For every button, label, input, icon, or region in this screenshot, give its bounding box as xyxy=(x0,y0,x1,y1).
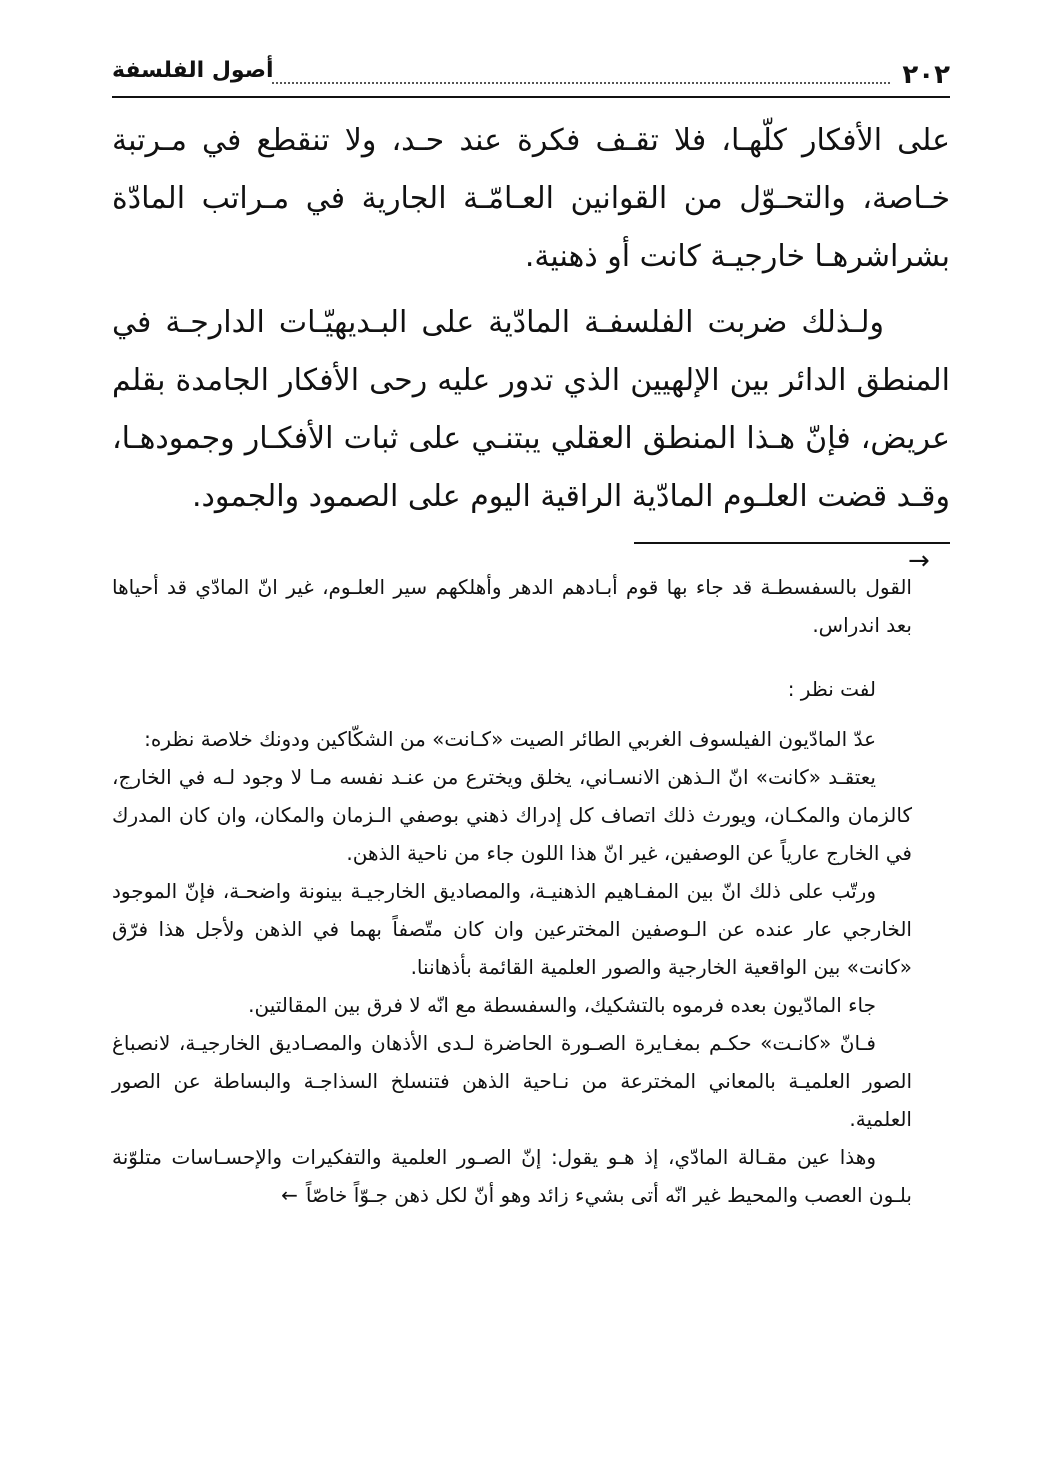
main-paragraph-1: على الأفكار كلّهـا، فلا تقـف فكرة عند حـد، ولا تنقطع في مـرتبة خـاصة، والتحـوّل من القوانين العـامّـة الجارية في مـراتب المادّة بشراشرهـا خارجيـة كانت أو ذهنية. xyxy=(112,123,950,274)
footnote-paragraph-5: فـانّ «كانـت» حكـم بمغـايرة الصـورة الحاضرة لـدى الأذهان والمصـاديق الخارجيـة، لانصباغ الصور العلميـة بالمعاني المخترعة من نـاحية الذهن فتنسلخ السذاجـة والبساطة عن الصور العلمية. xyxy=(112,1031,912,1131)
book-title: أصول الفلسفة xyxy=(112,58,274,83)
footnote-separator xyxy=(634,542,950,544)
running-header xyxy=(112,56,950,92)
footnote-continued-text: القول بالسفسطـة قد جاء بها قوم أبـادهم الدهر وأهلكهم سير العلـوم، غير انّ المادّي قد أحياها بعد اندراس. xyxy=(112,575,912,637)
main-paragraph-2: ولـذلك ضربت الفلسفـة المادّية على البـديهيّـات الدارجـة في المنطق الدائر بين الإلهيين الذي تدور عليه رحى الأفكار الجامدة بقلم عريض، فإنّ هـذا المنطق العقلي يبتنـي على ثبات الأفكـار وجمودهـا، وقـد قضت العلـوم المادّية الراقية اليوم على الصمود والجمود. xyxy=(112,305,950,514)
header-dot-leader xyxy=(272,82,890,84)
footnote-paragraph-3: ورتّب على ذلك انّ بين المفـاهيم الذهنيـة، والمصاديق الخارجيـة بينونة واضحـة، فإنّ الموجود الخارجي عار عنده عن الـوصفين المخترعين وان كان متّصفاً بهما في الذهن ولأجل هذا فرّق «كانت» بين الواقعية الخارجية والصور العلمية القائمة بأذهاننا. xyxy=(112,879,912,979)
footnote-continuation-arrow-icon: → xyxy=(908,546,930,576)
continues-next-page-arrow-icon: ← xyxy=(281,1183,298,1207)
footnote-block xyxy=(112,568,912,1214)
footnote-paragraph-6-text: وهذا عين مقـالة المادّي، إذ هـو يقول: إنّ الصـور العلمية والتفكيرات والإحسـاسات متلوّنة بلـون العصب والمحيط غير انّه أتى بشيء زائد وهو أنّ لكل ذهن جـوّاً خاصّاً xyxy=(112,1145,912,1207)
footnote-paragraph-2: يعتقـد «كانت» انّ الـذهن الانسـاني، يخلق ويخترع من عنـد نفسه مـا لا وجود لـه في الخارج، كالزمان والمكـان، ويورث ذلك اتصاف كل إدراك ذهني بوصفي الـزمان والمكان، وان كان المدرك في الخارج عارياً عن الوصفين، غير انّ هذا اللون جاء من ناحية الذهن. xyxy=(112,765,912,865)
page-number: ٢٠٢ xyxy=(902,60,950,90)
footnote-paragraph-1: عدّ المادّيون الفيلسوف الغربي الطائر الصيت «كـانت» من الشكّاكين ودونك خلاصة نظره: xyxy=(144,727,876,751)
footnote-paragraph-6 xyxy=(112,1138,912,1214)
footnote-heading: لفت نظر : xyxy=(787,677,876,701)
main-text xyxy=(112,112,950,534)
footnote-gap xyxy=(112,644,912,670)
header-rule xyxy=(112,96,950,98)
footnote-paragraph-4: جاء المادّيون بعده فرموه بالتشكيك، والسفسطة مع انّه لا فرق بين المقالتين. xyxy=(248,993,876,1017)
